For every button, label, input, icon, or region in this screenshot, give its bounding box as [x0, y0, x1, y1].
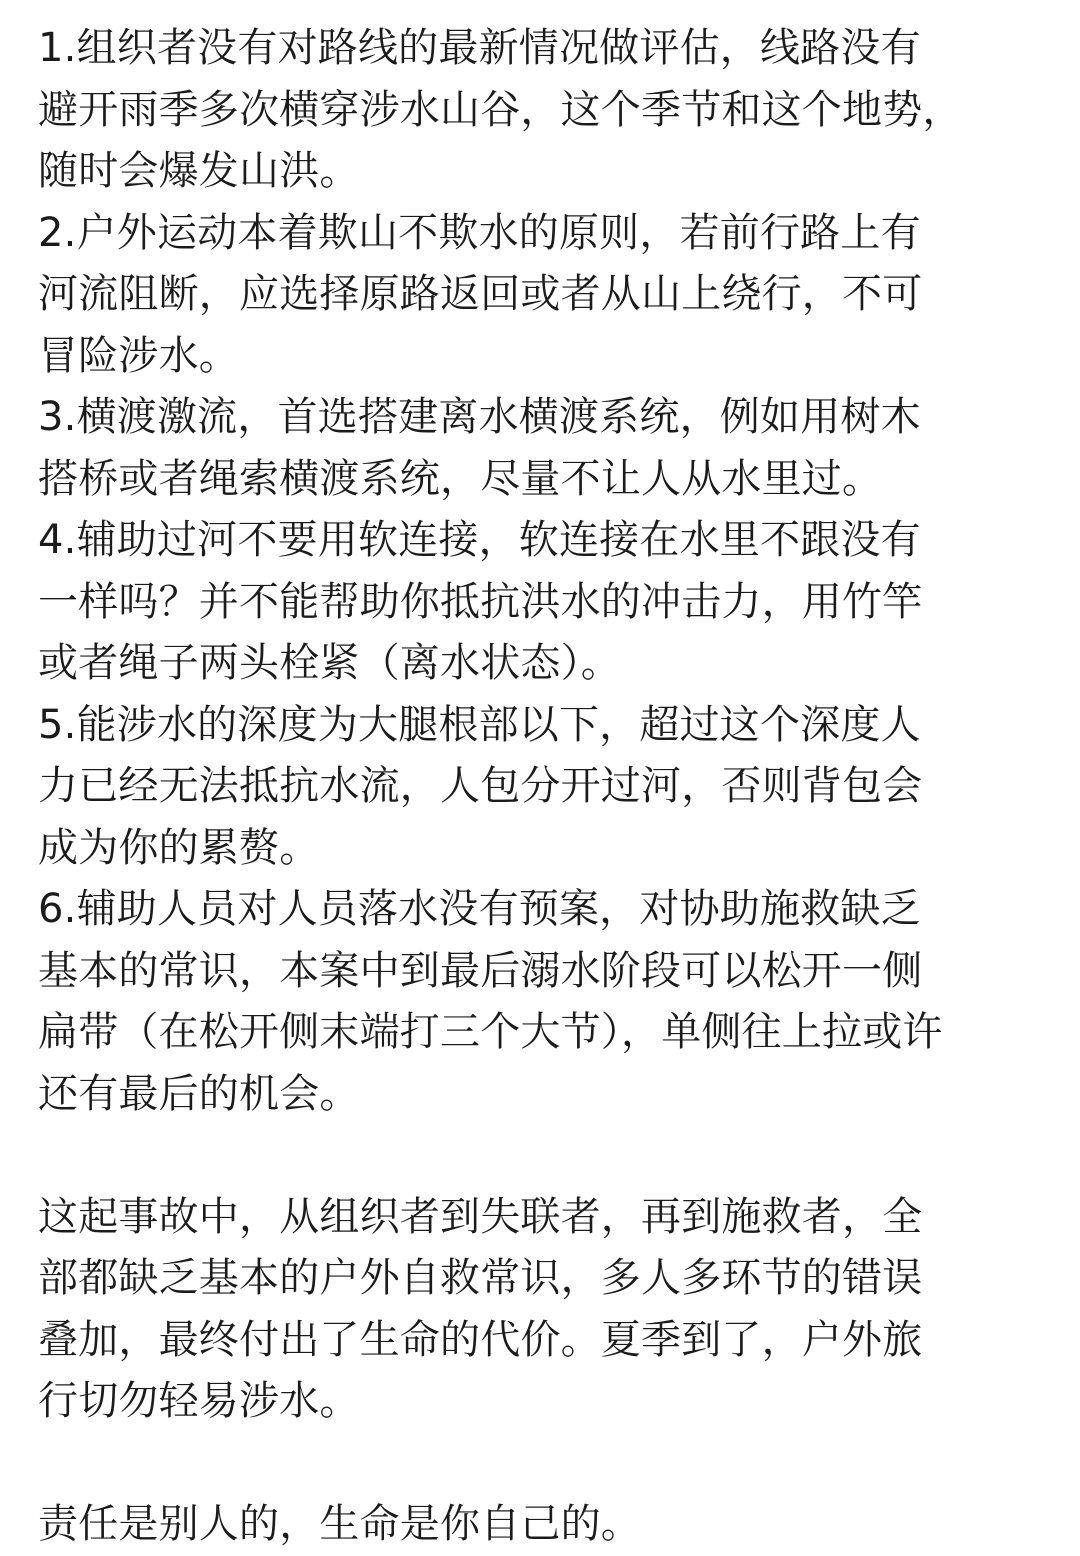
text-line: 一样吗？并不能帮助你抵抗洪水的冲击力，用竹竿 — [38, 578, 923, 625]
point-5 — [38, 695, 1048, 880]
text-line: 或者绳子两头栓紧（离水状态）。 — [38, 640, 621, 686]
text-line: 力已经无法抵抗水流，人包分开过河，否则背包会 — [38, 763, 923, 809]
point-6 — [38, 879, 1048, 1125]
article-text — [38, 18, 1048, 1556]
text-line: 搭桥或者绳索横渡系统，尽量不让人从水里过。 — [38, 455, 883, 502]
point-3 — [38, 387, 1048, 510]
text-line: 这起事故中，从组织者到失联者，再到施救者，全 — [38, 1193, 923, 1240]
text-line: 还有最后的机会。 — [38, 1070, 360, 1117]
text-line: 6.辅助人员对人员落水没有预案，对协助施救缺乏 — [38, 886, 921, 932]
text-line: 责任是别人的，生命是你自己的。 — [38, 1501, 641, 1547]
text-line: 5.能涉水的深度为大腿根部以下，超过这个深度人 — [38, 701, 921, 748]
text-line: 扁带（在松开侧末端打三个大节），单侧往上拉或许 — [38, 1009, 943, 1055]
closing-line — [38, 1494, 1048, 1556]
point-1 — [38, 18, 1048, 203]
paragraph-gap — [38, 1125, 1048, 1187]
text-line: 部都缺乏基本的户外自救常识，多人多环节的错误 — [38, 1255, 923, 1301]
text-line: 3.横渡激流，首选搭建离水横渡系统，例如用树木 — [38, 394, 921, 440]
text-line: 4.辅助过河不要用软连接，软连接在水里不跟没有 — [38, 517, 921, 563]
paragraph-gap — [38, 1433, 1048, 1495]
text-line: 冒险涉水。 — [38, 332, 239, 379]
text-line: 叠加，最终付出了生命的代价。夏季到了，户外旅 — [38, 1316, 923, 1363]
text-line: 避开雨季多次横穿涉水山谷，这个季节和这个地势， — [38, 86, 963, 133]
text-line: 行切勿轻易涉水。 — [38, 1378, 360, 1424]
text-line: 2.户外运动本着欺山不欺水的原则，若前行路上有 — [38, 209, 921, 256]
text-line: 河流阻断，应选择原路返回或者从山上绕行，不可 — [38, 271, 923, 317]
text-line: 1.组织者没有对路线的最新情况做评估，线路没有 — [38, 25, 921, 71]
text-line: 随时会爆发山洪。 — [38, 148, 360, 194]
text-line: 成为你的累赘。 — [38, 824, 320, 871]
point-2 — [38, 203, 1048, 388]
summary-paragraph — [38, 1187, 1048, 1433]
point-4 — [38, 510, 1048, 695]
text-line: 基本的常识，本案中到最后溺水阶段可以松开一侧 — [38, 947, 923, 994]
